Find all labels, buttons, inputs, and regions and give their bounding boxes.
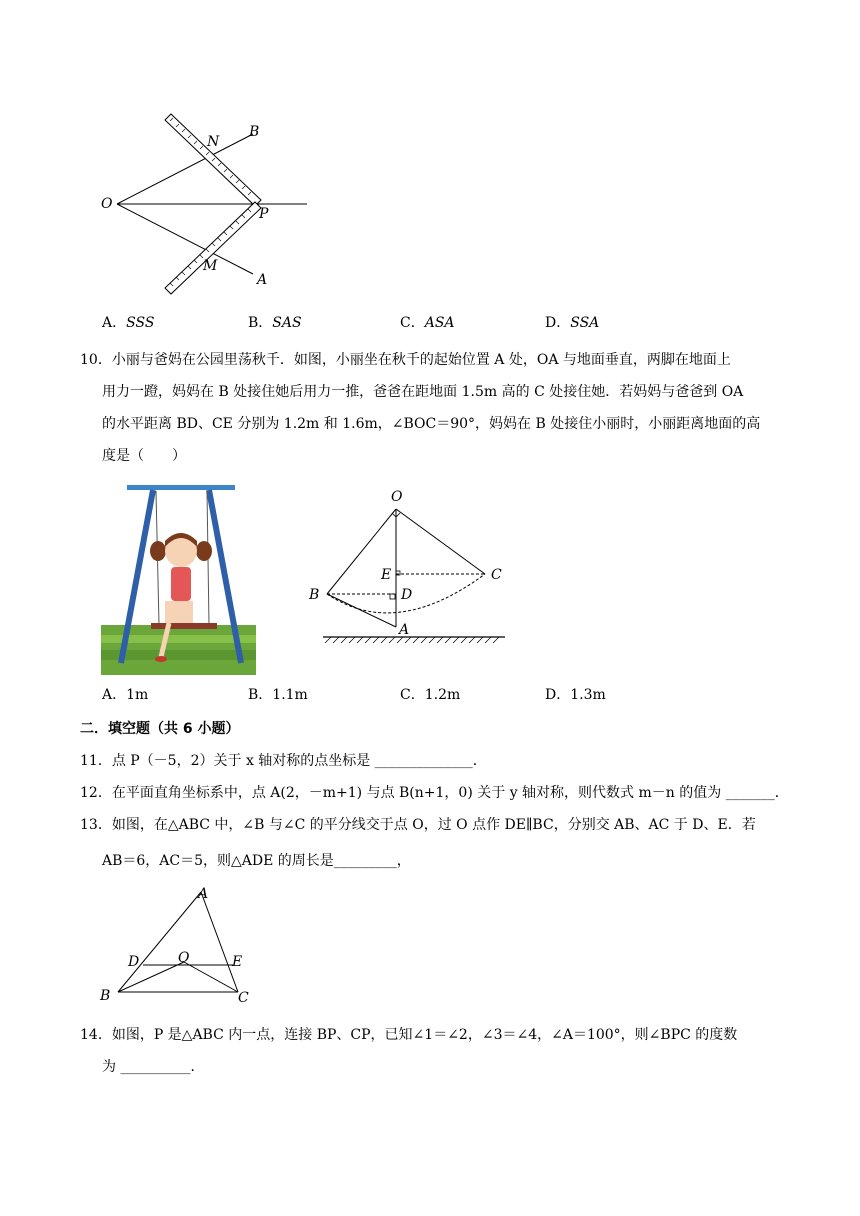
q10-option-a[interactable] xyxy=(102,685,148,705)
q14-line-2: 为 __________． xyxy=(102,1059,205,1075)
option-text: 1m xyxy=(126,687,149,703)
q13-label-D: D xyxy=(128,954,140,970)
q9-label-O: O xyxy=(101,196,113,212)
option-letter: A． xyxy=(102,315,127,331)
q13-label-O: O xyxy=(178,950,190,966)
q13-label-A: A xyxy=(198,886,209,902)
q10-label-O: O xyxy=(391,489,403,505)
q10-label-D: D xyxy=(401,587,413,603)
q13-line-1: 13．如图，在△ABC 中，∠B 与∠C 的平分线交于点 O，过 O 点作 DE∥BC，分别交 AB、AC 于 D、E．若 xyxy=(80,817,756,833)
option-letter: B． xyxy=(248,687,273,703)
q13-label-B: B xyxy=(100,988,111,1004)
option-letter: A． xyxy=(102,687,127,703)
option-text: 1.3m xyxy=(570,687,606,703)
q13-figure xyxy=(98,884,263,1009)
q10-line-3: 的水平距离 BD、CE 分别为 1.2m 和 1.6m，∠BOC＝90°，妈妈在 B 处接住小丽时，小丽距离地面的高 xyxy=(102,416,761,432)
option-letter: C． xyxy=(400,315,425,331)
q10-option-c[interactable] xyxy=(400,685,460,705)
q9-label-P: P xyxy=(259,206,269,222)
q9-label-M: M xyxy=(203,258,218,274)
q13-line-2: AB＝6，AC＝5，则△ADE 的周长是_________， xyxy=(102,853,411,869)
q9-option-d[interactable] xyxy=(545,313,599,333)
option-text: SSA xyxy=(570,315,600,331)
q11-text: 11．点 P（－5，2）关于 x 轴对称的点坐标是 ______________． xyxy=(80,753,487,769)
q9-label-N: N xyxy=(207,134,220,150)
q9-figure xyxy=(95,108,325,298)
option-letter: D． xyxy=(545,315,571,331)
swing-picture xyxy=(101,485,256,675)
option-text: SSS xyxy=(126,315,155,331)
q10-line-2: 用力一蹬，妈妈在 B 处接住她后用力一推，爸爸在距地面 1.5m 高的 C 处接住她．若妈妈与爸爸到 OA xyxy=(102,384,744,400)
q9-label-A: A xyxy=(257,272,268,288)
option-letter: C． xyxy=(400,687,425,703)
q9-label-B: B xyxy=(249,124,260,140)
option-text: 1.1m xyxy=(272,687,308,703)
q14-line-1: 14．如图，P 是△ABC 内一点，连接 BP、CP，已知∠1＝∠2，∠3＝∠4，∠A＝100°，则∠BPC 的度数 xyxy=(80,1027,738,1043)
option-text: 1.2m xyxy=(424,687,461,703)
q9-option-b[interactable] xyxy=(248,313,302,333)
question-number: 10． xyxy=(80,352,112,368)
q10-line-1 xyxy=(80,350,780,370)
option-text: ASA xyxy=(424,315,455,331)
q10-label-B: B xyxy=(309,587,320,603)
q10-label-C: C xyxy=(491,567,502,583)
q9-option-c[interactable] xyxy=(400,313,455,333)
q10-label-A: A xyxy=(399,622,410,638)
q13-label-E: E xyxy=(232,954,243,970)
q9-option-a[interactable] xyxy=(102,313,154,333)
q10-option-b[interactable] xyxy=(248,685,308,705)
question-text: 小丽与爸妈在公园里荡秋千．如图，小丽坐在秋千的起始位置 A 处，OA 与地面垂直，两脚在地面上 xyxy=(111,352,731,368)
q10-option-d[interactable] xyxy=(545,685,606,705)
q10-figure xyxy=(305,485,520,650)
option-letter: B． xyxy=(248,315,273,331)
option-text: SAS xyxy=(272,315,302,331)
q12-text: 12．在平面直角坐标系中，点 A(2，－m+1) 与点 B(n+1，0) 关于 y 轴对称，则代数式 m－n 的值为 _______． xyxy=(80,785,789,801)
q13-label-C: C xyxy=(238,990,249,1006)
q10-line-4: 度是（ ） xyxy=(102,448,186,464)
option-letter: D． xyxy=(545,687,571,703)
q10-label-E: E xyxy=(381,567,392,583)
section-title: 二．填空题（共 6 小题） xyxy=(80,721,240,737)
